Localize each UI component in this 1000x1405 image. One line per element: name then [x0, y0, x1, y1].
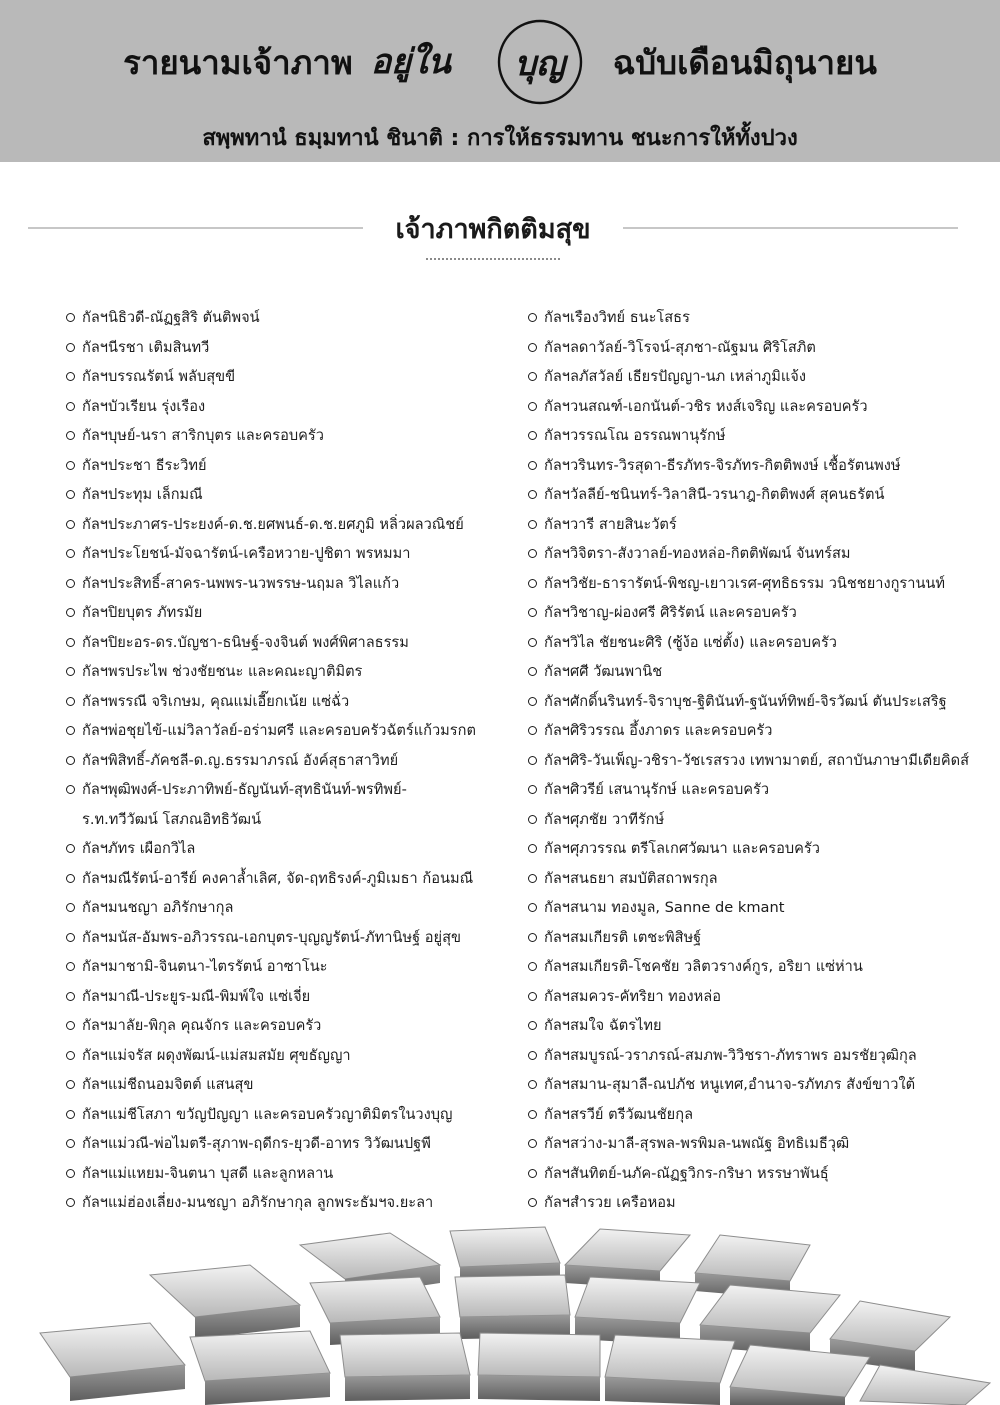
donor-name: กัลฯนิธิวดี-ณัฏฐสิริ ตันติพจน์	[82, 309, 260, 326]
donor-list-right	[528, 303, 993, 1218]
circle-bullet-icon	[528, 992, 537, 1001]
donor-entry	[528, 805, 993, 835]
donor-entry	[528, 657, 993, 687]
circle-bullet-icon	[528, 1110, 537, 1119]
donor-entry	[66, 628, 521, 658]
donor-entry	[66, 893, 521, 923]
donor-entry	[66, 362, 521, 392]
donor-name: กัลฯวิชัย-ธารารัตน์-พิชญ-เยาวเรศ-ศุทธิธรรม วนิชชยางกูรานนท์	[544, 574, 946, 592]
circle-bullet-icon	[66, 549, 75, 558]
heading-rule-left	[28, 227, 363, 229]
circle-bullet-icon	[528, 667, 537, 676]
donor-name: กัลฯสำรวย เครือหอม	[544, 1194, 676, 1211]
donor-name: กัลฯแม่ชีโสภา ขวัญปัญญา และครอบครัวญาติมิตรในวงบุญ	[82, 1105, 453, 1123]
donor-name: กัลฯมาณี-ประยูร-มณี-พิมพ์ใจ แซ่เจี่ย	[82, 987, 311, 1005]
circle-bullet-icon	[66, 726, 75, 735]
donor-name: กัลฯประโยชน์-มัจฉารัตน์-เครือหวาย-ปูชิตา พรหมมา	[82, 545, 411, 562]
circle-bullet-icon	[66, 844, 75, 853]
donor-entry	[66, 746, 521, 776]
circle-bullet-icon	[528, 785, 537, 794]
circle-bullet-icon	[528, 933, 537, 942]
donor-entry	[66, 1159, 521, 1189]
donor-name: กัลฯบรรณรัตน์ พลับสุขขี	[82, 368, 236, 385]
circle-bullet-icon	[528, 1080, 537, 1089]
circle-bullet-icon	[528, 372, 537, 381]
donor-name: ร.ท.ทวีวัฒน์ โสภณอิทธิวัฒน์	[82, 810, 262, 828]
donor-name: กัลฯศิวรีย์ เสนานุรักษ์ และครอบครัว	[544, 781, 770, 798]
circle-bullet-icon	[66, 697, 75, 706]
circle-bullet-icon	[528, 343, 537, 352]
donor-name: กัลฯแม่วณี-พ่อไมตรี-สุภาพ-ฤดีกร-ยุวดี-อาทร วิวัฒนปฐพี	[82, 1135, 431, 1152]
donor-entry	[66, 1129, 521, 1159]
circle-bullet-icon	[66, 372, 75, 381]
donor-entry	[66, 480, 521, 510]
circle-bullet-icon	[66, 1139, 75, 1148]
ayunaiboon-logo	[363, 18, 603, 106]
circle-bullet-icon	[528, 1139, 537, 1148]
donor-name: กัลฯสนธยา สมบัติสถาพรกุล	[544, 869, 718, 887]
circle-bullet-icon	[528, 313, 537, 322]
dotted-divider	[426, 258, 560, 260]
circle-bullet-icon	[528, 726, 537, 735]
donor-name: กัลฯพรประไพ ช่วงชัยชนะ และคณะญาติมิตร	[82, 663, 363, 680]
donor-list-left	[66, 303, 521, 1218]
circle-bullet-icon	[528, 1169, 537, 1178]
circle-bullet-icon	[528, 844, 537, 853]
donor-name: กัลฯมาชามิ-จินตนา-ไตรรัตน์ อาซาโนะ	[82, 958, 328, 975]
donor-name: กัลฯลภัสวัลย์ เธียรปัญญา-นภ เหล่าภูมิแจ้ง	[544, 368, 806, 385]
donor-entry	[66, 864, 521, 894]
donor-name: กัลฯบุษย์-นรา สาริกบุตร และครอบครัว	[82, 427, 324, 444]
circle-bullet-icon	[66, 874, 75, 883]
donor-entry	[66, 923, 521, 953]
donor-entry	[528, 864, 993, 894]
donor-name: กัลฯสมใจ ฉัตรไทย	[544, 1017, 662, 1034]
circle-bullet-icon	[66, 1051, 75, 1060]
donor-entry	[66, 982, 521, 1012]
circle-bullet-icon	[528, 815, 537, 824]
donor-name: กัลฯประชา ธีระวิทย์	[82, 456, 207, 474]
donor-entry	[528, 893, 993, 923]
donor-name: กัลฯวัลลีย์-ชนินทร์-วิลาสินี-วรนาฎ-กิตติพงศ์ สุคนธรัตน์	[544, 486, 885, 503]
donor-name: กัลฯศศี วัฒนพานิช	[544, 663, 663, 680]
section-heading	[28, 200, 958, 256]
donor-entry	[66, 716, 521, 746]
donor-entry	[66, 451, 521, 481]
donor-name: กัลฯวารี สายสินะวัตร์	[544, 515, 677, 533]
circle-bullet-icon	[66, 402, 75, 411]
donor-entry	[66, 805, 521, 835]
donor-entry	[66, 510, 521, 540]
donor-name: กัลฯมนัส-อัมพร-อภิวรรณ-เอกบุตร-บุญญรัตน์-ภัทานิษฐ์ อยู่สุข	[82, 928, 461, 946]
donor-name: กัลฯพุฒิพงศ์-ประภาทิพย์-ธัญนันท์-สุทธินันท์-พรทิพย์-	[82, 781, 407, 798]
donor-name: กัลฯพ่อชุยไข้-แม่วิลาวัลย์-อร่ามศรี และครอบครัวฉัตร์แก้วมรกต	[82, 722, 476, 739]
circle-bullet-icon	[66, 1080, 75, 1089]
donor-name: กัลฯศุภวรรณ ตรีโลเกศวัฒนา และครอบครัว	[544, 840, 820, 857]
donor-entry	[528, 1011, 993, 1041]
donor-entry	[528, 598, 993, 628]
donor-name: กัลฯมนชญา อภิรักษากุล	[82, 899, 234, 916]
circle-bullet-icon	[528, 431, 537, 440]
subtitle: สพฺพทานํ ธมฺมทานํ ชินาติ : การให้ธรรมทาน ชนะการให้ทั้งปวง	[202, 126, 798, 151]
donor-entry	[66, 539, 521, 569]
circle-bullet-icon	[528, 697, 537, 706]
donor-entry	[528, 628, 993, 658]
donor-entry	[528, 952, 993, 982]
donor-name: กัลฯสมเกียรติ เตชะพิสิษฐ์	[544, 928, 702, 946]
circle-bullet-icon	[66, 903, 75, 912]
circle-bullet-icon	[66, 992, 75, 1001]
donor-entry	[528, 687, 993, 717]
donor-name: กัลฯปิยบุตร ภัทรมัย	[82, 604, 203, 621]
donor-entry	[66, 569, 521, 599]
circle-bullet-icon	[528, 638, 537, 647]
donor-entry	[66, 333, 521, 363]
circle-bullet-icon	[528, 461, 537, 470]
title-left: รายนามเจ้าภาพ	[123, 42, 353, 82]
donor-name: กัลฯนีรชา เติมสินทวี	[82, 338, 210, 356]
donor-entry	[66, 657, 521, 687]
donor-entry	[528, 1041, 993, 1071]
circle-bullet-icon	[66, 579, 75, 588]
donor-name: กัลฯแม่ชีถนอมจิตต์ แสนสุข	[82, 1076, 254, 1093]
circle-bullet-icon	[66, 785, 75, 794]
donor-name: กัลฯแม่แหยม-จินตนา บุสดี และลูกหลาน	[82, 1164, 334, 1182]
circle-bullet-icon	[528, 608, 537, 617]
donor-name: กัลฯสนาม ทองมูล, Sanne de kmant	[544, 899, 785, 916]
title-right: ฉบับเดือนมิถุนายน	[612, 42, 877, 82]
donor-entry	[66, 1041, 521, 1071]
donor-name: กัลฯประภาศร-ประยงค์-ด.ช.ยศพนธ์-ด.ช.ยศภูมิ หลิ่วผลวณิชย์	[82, 515, 464, 533]
donor-name: กัลฯแม่จรัส ผดุงพัฒน์-แม่สมสมัย ศุขธัญญา	[82, 1046, 351, 1064]
donor-entry	[528, 510, 993, 540]
donor-name: กัลฯสมบูรณ์-วราภรณ์-สมภพ-วิวิชรา-ภัทราพร อมรชัยวุฒิกุล	[544, 1046, 917, 1064]
section-title: เจ้าภาพกิตติมสุข	[395, 213, 591, 245]
donor-entry	[528, 1129, 993, 1159]
donor-name: กัลฯสันทิตย์-นภัค-ณัฏฐวิกร-กริษา หรรษาพันธุ์	[544, 1164, 829, 1182]
circle-bullet-icon	[66, 461, 75, 470]
donor-entry	[66, 1011, 521, 1041]
donor-entry	[528, 392, 993, 422]
circle-bullet-icon	[528, 549, 537, 558]
donor-entry	[66, 687, 521, 717]
donor-name: กัลฯศุภชัย วาทีรักษ์	[544, 810, 665, 828]
donor-entry	[528, 451, 993, 481]
donor-name: กัลฯประสิทธิ์-สาคร-นพพร-นวพรรษ-นฤมล วิไลแก้ว	[82, 574, 400, 592]
circle-bullet-icon	[66, 667, 75, 676]
donor-name: กัลฯบัวเรียน รุ่งเรือง	[82, 397, 206, 415]
circle-bullet-icon	[66, 313, 75, 322]
logo-word-2: บุญ	[514, 44, 565, 84]
circle-bullet-icon	[528, 874, 537, 883]
circle-bullet-icon	[66, 962, 75, 971]
circle-bullet-icon	[66, 756, 75, 765]
circle-bullet-icon	[528, 520, 537, 529]
donor-name: กัลฯสรวีย์ ตรีวัฒนชัยกุล	[544, 1105, 694, 1123]
donor-entry	[66, 598, 521, 628]
silver-bars-image	[0, 1205, 1000, 1405]
circle-bullet-icon	[528, 962, 537, 971]
circle-bullet-icon	[66, 520, 75, 529]
circle-bullet-icon	[528, 490, 537, 499]
donor-name: กัลฯวรินทร-วิรสุดา-ธีรภัทร-จิรภัทร-กิตติพงษ์ เชื้อรัตนพงษ์	[544, 456, 901, 474]
donor-name: กัลฯศิริวรรณ อึ้งภาดร และครอบครัว	[544, 722, 773, 739]
donor-entry	[66, 1100, 521, 1130]
donor-name: กัลฯประทุม เล็กมณี	[82, 486, 203, 503]
donor-name: กัลฯแม่ฮ่องเลี่ยง-มนชญา อภิรักษากุล ลูกพระธัมฯจ.ยะลา	[82, 1194, 434, 1211]
donor-entry	[66, 775, 521, 805]
donor-entry	[66, 392, 521, 422]
donor-entry	[528, 539, 993, 569]
donor-entry	[528, 923, 993, 953]
donor-name: กัลฯศิริ-วันเพ็ญ-วชิรา-วัชเรสรวง เทพามาตย์, สถาบันภาษามีเดียคิดส์	[544, 751, 969, 769]
circle-bullet-icon	[528, 1021, 537, 1030]
donor-entry	[528, 333, 993, 363]
circle-bullet-icon	[66, 933, 75, 942]
circle-bullet-icon	[66, 343, 75, 352]
circle-bullet-icon	[66, 1110, 75, 1119]
circle-bullet-icon	[66, 608, 75, 617]
donor-entry	[528, 834, 993, 864]
donor-name: กัลฯปิยะอร-ดร.บัญชา-ธนิษฐ์-จงจินต์ พงศ์พิศาลธรรม	[82, 633, 409, 651]
circle-bullet-icon	[528, 756, 537, 765]
donor-entry	[528, 303, 993, 333]
circle-bullet-icon	[66, 490, 75, 499]
donor-name: กัลฯมณีรัตน์-อารีย์ คงคาล้ำเลิศ, จัด-ฤทธิรงค์-ภูมิเมธา ก้อนมณี	[82, 869, 474, 887]
donor-name: กัลฯวิชาญ-ผ่องศรี ศิริรัตน์ และครอบครัว	[544, 604, 797, 621]
donor-entry	[528, 1100, 993, 1130]
circle-bullet-icon	[528, 579, 537, 588]
donor-entry	[66, 303, 521, 333]
donor-name: กัลฯมาลัย-พิกุล คุณจักร และครอบครัว	[82, 1017, 322, 1034]
circle-bullet-icon	[528, 402, 537, 411]
donor-name: กัลฯวรรณโณ อรรณพานุรักษ์	[544, 427, 726, 444]
donor-entry	[528, 1159, 993, 1189]
donor-entry	[528, 746, 993, 776]
circle-bullet-icon	[66, 431, 75, 440]
donor-name: กัลฯพรรณี จริเกษม, คุณแม่เอี๊ยกเน้ย แซ่ฉั่ว	[82, 692, 350, 710]
title-row	[0, 18, 1000, 106]
circle-bullet-icon	[66, 1021, 75, 1030]
circle-bullet-icon	[66, 1169, 75, 1178]
circle-bullet-icon	[66, 638, 75, 647]
donor-name: กัลฯวิจิตรา-สังวาลย์-ทองหล่อ-กิตติพัฒน์ จันทร์สม	[544, 545, 851, 562]
donor-name: กัลฯลดาวัลย์-วิโรจน์-สุภชา-ณัฐมน ศิริโสภิต	[544, 338, 816, 356]
donor-name: กัลฯพิสิทธิ์-ภัคชลี-ด.ญ.ธรรมาภรณ์ อังค์สุธาสาวิทย์	[82, 751, 399, 769]
donor-entry	[528, 480, 993, 510]
donor-entry	[66, 1070, 521, 1100]
donor-entry	[528, 716, 993, 746]
donor-entry	[528, 982, 993, 1012]
donor-entry	[66, 421, 521, 451]
donor-entry	[528, 775, 993, 805]
donor-entry	[66, 834, 521, 864]
donor-entry	[528, 421, 993, 451]
donor-name: กัลฯสมาน-สุมาลี-ณปภัช หนูเทศ,อำนาจ-รภัทภร สังข์ขาวใต้	[544, 1076, 916, 1093]
circle-bullet-icon	[528, 903, 537, 912]
donor-name: กัลฯสมเกียรติ-โชคชัย วลิตวรางค์กูร, อริยา แซ่ห่าน	[544, 958, 863, 975]
circle-bullet-icon	[528, 1051, 537, 1060]
heading-rule-right	[623, 227, 958, 229]
donor-name: กัลฯสว่าง-มาลี-สุรพล-พรพิมล-นพณัฐ อิทธิเมธีวุฒิ	[544, 1135, 850, 1152]
donor-name: กัลฯวิไล ชัยชนะศิริ (ซู้ง้อ แซ่ตั้ง) และครอบครัว	[544, 633, 837, 651]
donor-name: กัลฯเรืองวิทย์ ธนะโสธร	[544, 309, 690, 326]
donor-entry	[528, 569, 993, 599]
donor-name: กัลฯวนสณฑ์-เอกนันต์-วชิร หงส์เจริญ และครอบครัว	[544, 397, 868, 415]
donor-name: กัลฯสมควร-คัทริยา ทองหล่อ	[544, 987, 722, 1005]
donor-name: กัลฯศักดิ์นรินทร์-จิราบุช-ฐิตินันท์-ฐนันท์ทิพย์-จิรวัฒน์ ตันประเสริฐ	[544, 692, 947, 710]
header-banner	[0, 0, 1000, 162]
donor-entry	[528, 362, 993, 392]
donor-entry	[528, 1070, 993, 1100]
donor-entry	[66, 952, 521, 982]
donor-name: กัลฯภัทร เผือกวิไล	[82, 840, 196, 857]
logo-word-1: อยู่ใน	[370, 42, 451, 82]
